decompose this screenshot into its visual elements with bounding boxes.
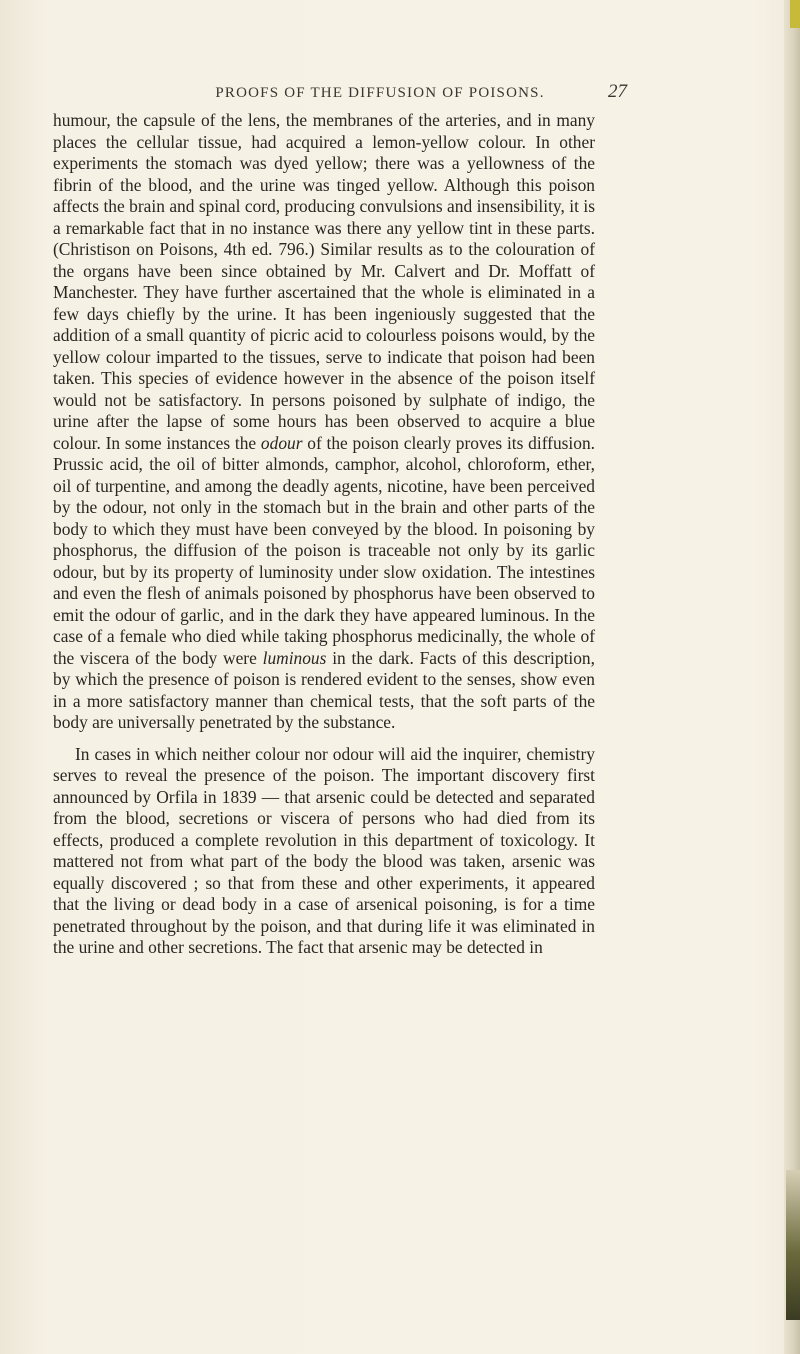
running-header: PROOFS OF THE DIFFUSION OF POISONS.: [215, 85, 545, 101]
body-text: [53, 110, 595, 959]
edge-tab-mark: [790, 0, 800, 28]
paragraph-1: [53, 110, 595, 734]
page-binding-edge: [784, 0, 800, 1354]
paragraph-1-part-2: of the poison clearly proves its diffusion. Prussic acid, the oil of bitter almonds, camphor, alcohol, chloroform, ether, oil of turpentine, and among the deadly agents, nicotine, have been perceived by the odour, not only in the stomach but in the brain and other parts of the body to which they must have been conveyed by the blood. In poisoning by phosphorus, the diffusion of the poison is traceable not only by its garlic odour, but by its property of luminosity under slow oxidation. The intestines and even the flesh of animals poisoned by phosphorus have been observed to emit the odour of garlic, and in the dark they have appeared luminous. In the case of a female who died while taking phosphorus medicinally, the whole of the viscera of the body were: [53, 432, 595, 668]
paragraph-1-part-3: in the dark. Facts of this description, by which the presence of poison is rendered evident to the senses, show even in a more satisfactory manner than chemical tests, that the soft parts of the body are universally penetrated by the substance.: [53, 647, 595, 732]
paragraph-1-part-1: humour, the capsule of the lens, the membranes of the arteries, and in many places the cellular tissue, had acquired a lemon-yellow colour. In other experiments the stomach was dyed yellow; there was a yellowness of the fibrin of the blood, and the urine was tinged yellow. Although this poison affects the brain and spinal cord, producing convulsions and insensibility, it is a remarkable fact that in no instance was there any yellow tint in these parts. (Christison on Poisons, 4th ed. 796.) Similar results as to the colouration of the organs have been since obtained by Mr. Calvert and Dr. Moffatt of Manchester. They have further ascertained that the whole is eliminated in a few days chiefly by the urine. It has been ingeniously suggested that the addition of a small quantity of picric acid to colourless poisons would, by the yellow colour imparted to the tissues, serve to indicate that poison had been taken. This species of evidence however in the absence of the poison itself would not be satisfactory. In persons poisoned by sulphate of indigo, the urine after the lapse of some hours has been observed to acquire a blue colour. In some instances the: [53, 110, 595, 453]
emphasis-odour: odour: [260, 432, 303, 453]
edge-shadow-mark: [786, 1170, 800, 1320]
paragraph-2: In cases in which neither colour nor odour will aid the inquirer, chemistry serves to reveal the presence of the poison. The important discovery first announced by Orfila in 1839 — that arsenic could be detected and separated from the blood, secretions or viscera of persons who had died from its effects, produced a complete revolution in this department of toxicology. It mattered not from what part of the body the blood was taken, arsenic was equally discovered ; so that from these and other experiments, it appeared that the living or dead body in a case of arsenical poisoning, is for a time penetrated throughout by the poison, and that during life it was eliminated in the urine and other secretions. The fact that arsenic may be detected in: [53, 743, 595, 957]
emphasis-luminous: luminous: [262, 647, 327, 668]
page-number: 27: [608, 81, 627, 102]
